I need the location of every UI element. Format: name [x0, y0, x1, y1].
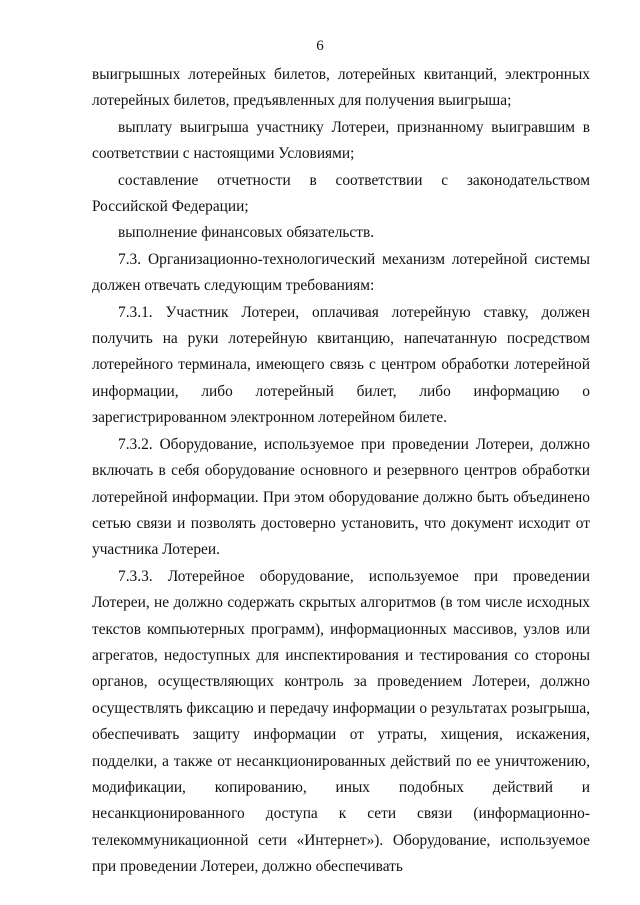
paragraph-section-7-3-1: 7.3.1. Участник Лотереи, оплачивая лотерейную ставку, должен получить на руки лотерейную квитанцию, напечатанную посредством лотерейного терминала, имеющего связь с центром обработки лотерейной информации, либо лотерейный билет, либо информацию о зарегистрированном электронном лотерейном билете. [92, 303, 590, 427]
paragraph-section-7-3-2: 7.3.2. Оборудование, используемое при проведении Лотереи, должно включать в себя оборудование основного и резервного центров обработки лотерейной информации. При этом оборудование должно быть объединено сетью связи и позволять достоверно установить, что документ исходит от участника Лотереи. [92, 435, 590, 559]
page-number: 6 [316, 38, 324, 54]
paragraph-obligations: выполнение финансовых обязательств. [118, 224, 375, 242]
paragraph-payout: выплату выигрыша участнику Лотереи, признанному выигравшим в соответствии с настоящими Условиями; [92, 118, 590, 163]
paragraph-section-7-3-3: 7.3.3. Лотерейное оборудование, используемое при проведении Лотереи, не должно содержать скрытых алгоритмов (в том числе исходных текстов компьютерных программ), информационных массивов, узлов или агрегатов, недоступных для инспектирования и тестирования со стороны органов, осуществляющих контроль за проведением Лотереи, должно осуществлять фиксацию и передачу информации о результатах розыгрыша, обеспечивать защиту информации от утраты, хищения, искажения, подделки, а также от несанкционированных действий по ее уничтожению, модификации, копированию, иных подобных действий и несанкционированного доступа к сети связи (информационно-телекоммуникационной сети «Интернет»). Оборудование, используемое при проведении Лотереи, должно обеспечивать [92, 567, 590, 876]
document-body [92, 62, 590, 881]
paragraph-section-7-3: 7.3. Организационно-технологический механизм лотерейной системы должен отвечать следующим требованиям: [92, 250, 590, 295]
paragraph-continuation: выигрышных лотерейных билетов, лотерейных квитанций, электронных лотерейных билетов, предъявленных для получения выигрыша; [92, 66, 590, 110]
paragraph-reporting: составление отчетности в соответствии с законодательством Российской Федерации; [92, 171, 590, 216]
